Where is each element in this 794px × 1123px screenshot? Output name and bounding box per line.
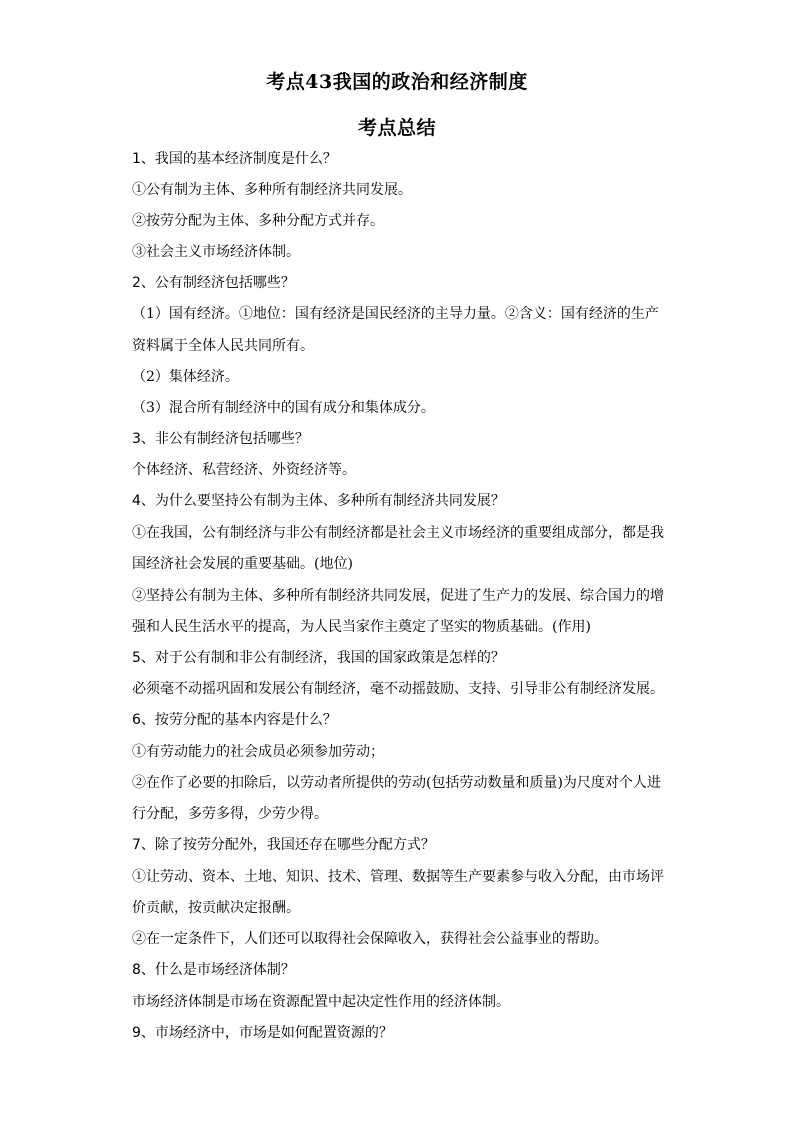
question-line: 3、非公有制经济包括哪些？ [132, 431, 309, 447]
question-line: 6、按劳分配的基本内容是什么？ [132, 712, 337, 728]
answer-line: ②坚持公有制为主体、多种所有制经济共同发展，促进了生产力的发展、综合国力的增 [132, 588, 664, 604]
answer-line: （2）集体经济。 [132, 369, 239, 385]
answer-line: 行分配，多劳多得，少劳少得。 [132, 806, 328, 822]
question-line: 8、什么是市场经济体制？ [132, 962, 295, 978]
answer-line: ②在作了必要的扣除后，以劳动者所提供的劳动(包括劳动数量和质量)为尺度对个人进 [132, 775, 661, 791]
answer-line: 价贡献，按贡献决定报酬。 [132, 900, 300, 916]
answer-line: 个体经济、私营经济、外资经济等。 [132, 462, 356, 478]
answer-line: （3）混合所有制经济中的国有成分和集体成分。 [132, 400, 435, 416]
answer-line: ③社会主义市场经济体制。 [132, 244, 300, 260]
answer-line: ①在我国，公有制经济与非公有制经济都是社会主义市场经济的重要组成部分，都是我 [132, 525, 664, 541]
answer-line: ①有劳动能力的社会成员必须参加劳动； [132, 744, 384, 760]
answer-line: 国经济社会发展的重要基础。(地位) [132, 556, 353, 572]
question-line: 7、除了按劳分配外，我国还存在哪些分配方式？ [132, 837, 435, 853]
answer-line: ②在一定条件下，人们还可以取得社会保障收入，获得社会公益事业的帮助。 [132, 931, 608, 947]
document-title: 考点43我国的政治和经济制度 [266, 71, 528, 93]
answer-line: 必须毫不动摇巩固和发展公有制经济，毫不动摇鼓励、支持、引导非公有制经济发展。 [132, 681, 664, 697]
question-line: 4、为什么要坚持公有制为主体、多种所有制经济共同发展？ [132, 493, 505, 509]
question-line: 2、公有制经济包括哪些？ [132, 275, 295, 291]
answer-line: （1）国有经济。①地位：国有经济是国民经济的主导力量。②含义：国有经济的生产 [132, 306, 659, 322]
question-line: 1、我国的基本经济制度是什么？ [132, 151, 337, 167]
question-line: 9、市场经济中，市场是如何配置资源的？ [132, 1025, 393, 1041]
answer-line: 市场经济体制是市场在资源配置中起决定性作用的经济体制。 [132, 994, 510, 1010]
question-line: 5、对于公有制和非公有制经济，我国的国家政策是怎样的？ [132, 650, 505, 666]
answer-line: ①让劳动、资本、土地、知识、技术、管理、数据等生产要素参与收入分配，由市场评 [132, 869, 664, 885]
document-subtitle: 考点总结 [357, 117, 436, 139]
answer-line: ②按劳分配为主体、多种分配方式并存。 [132, 213, 384, 229]
answer-line: 强和人民生活水平的提高，为人民当家作主奠定了坚实的物质基础。(作用) [132, 619, 591, 635]
answer-line: 资料属于全体人民共同所有。 [132, 338, 314, 354]
answer-line: ①公有制为主体、多种所有制经济共同发展。 [132, 182, 412, 198]
